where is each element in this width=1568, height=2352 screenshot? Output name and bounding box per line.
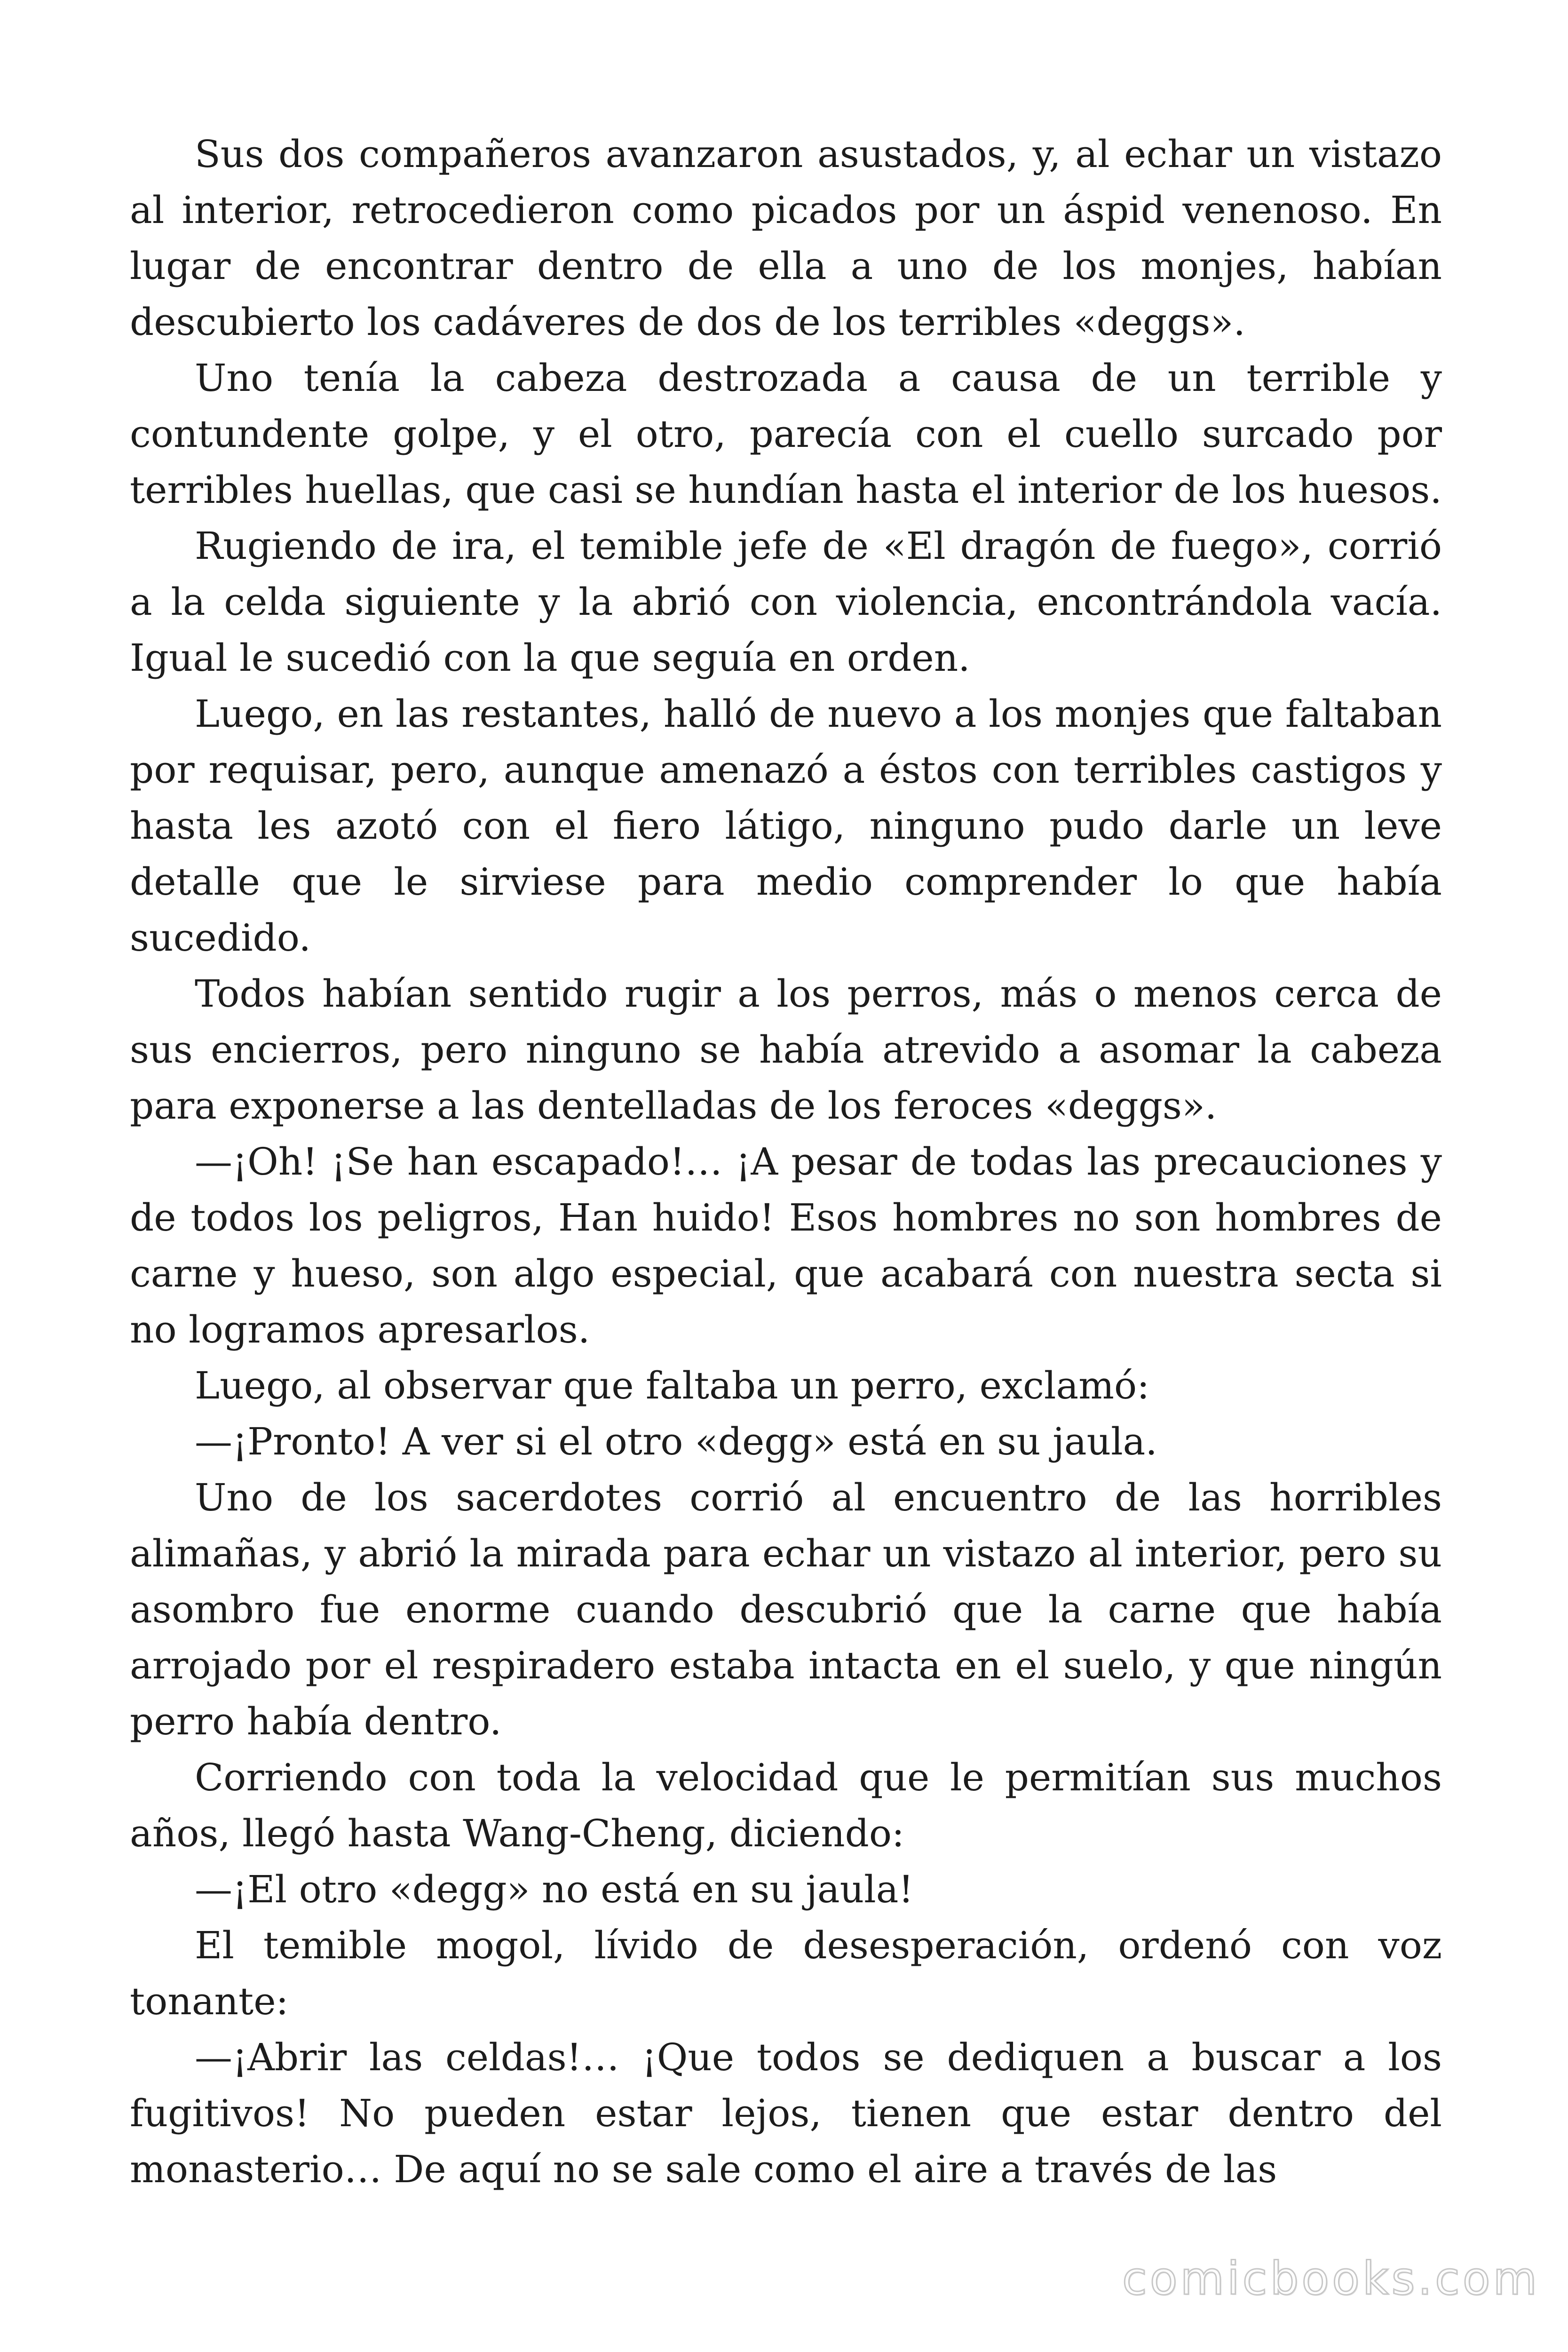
- paragraph-9: Uno de los sacerdotes corrió al encuentro de las horribles alimañas, y abrió la mirada para echar un vistazo al interior, pero su asombro fue enorme cuando descubrió que la carne que había arrojado por el respiradero estaba intacta en el suelo, y que ningún perro había dentro.: [130, 1476, 1442, 1743]
- paragraph-8: —¡Pronto! A ver si el otro «degg» está en su jaula.: [195, 1420, 1157, 1463]
- paragraph-3: Rugiendo de ira, el temible jefe de «El dragón de fuego», corrió a la celda siguiente y la abrió con violencia, encontrándola vacía. Igual le sucedió con la que seguía en orden.: [130, 524, 1442, 680]
- paragraph-4: Luego, en las restantes, halló de nuevo a los monjes que faltaban por requisar, pero, aunque amenazó a éstos con terribles castigos y hasta les azotó con el fiero látigo, ninguno pudo darle un leve detalle que le sirviese para medio comprender lo que había sucedido.: [130, 692, 1442, 960]
- book-page-text: [130, 126, 1442, 2197]
- paragraph-5: Todos habían sentido rugir a los perros, más o menos cerca de sus encierros, pero ninguno se había atrevido a asomar la cabeza para exponerse a las dentelladas de los feroces «deggs».: [130, 972, 1442, 1128]
- paragraph-1: Sus dos compañeros avanzaron asustados, y, al echar un vistazo al interior, retrocedieron como picados por un áspid venenoso. En lugar de encontrar dentro de ella a uno de los monjes, habían descubierto los cadáveres de dos de los terribles «deggs».: [130, 132, 1442, 344]
- watermark: comicbooks.com: [1122, 2252, 1540, 2305]
- paragraph-11: —¡El otro «degg» no está en su jaula!: [195, 1867, 914, 1911]
- paragraph-7: Luego, al observar que faltaba un perro, exclamó:: [195, 1364, 1150, 1407]
- paragraph-2: Uno tenía la cabeza destrozada a causa de un terrible y contundente golpe, y el otro, parecía con el cuello surcado por terribles huellas, que casi se hundían hasta el interior de los huesos.: [130, 356, 1442, 512]
- paragraph-13: —¡Abrir las celdas!… ¡Que todos se dediquen a buscar a los fugitivos! No pueden estar lejos, tienen que estar dentro del monasterio… De aquí no se sale como el aire a través de las: [130, 2035, 1442, 2191]
- paragraph-12: El temible mogol, lívido de desesperación, ordenó con voz tonante:: [130, 1923, 1442, 2023]
- paragraph-10: Corriendo con toda la velocidad que le permitían sus muchos años, llegó hasta Wang-Cheng, diciendo:: [130, 1756, 1442, 1855]
- paragraph-6: —¡Oh! ¡Se han escapado!… ¡A pesar de todas las precauciones y de todos los peligros, Han huido! Esos hombres no son hombres de carne y hueso, son algo especial, que acabará con nuestra secta si no logramos apresarlos.: [130, 1140, 1442, 1351]
